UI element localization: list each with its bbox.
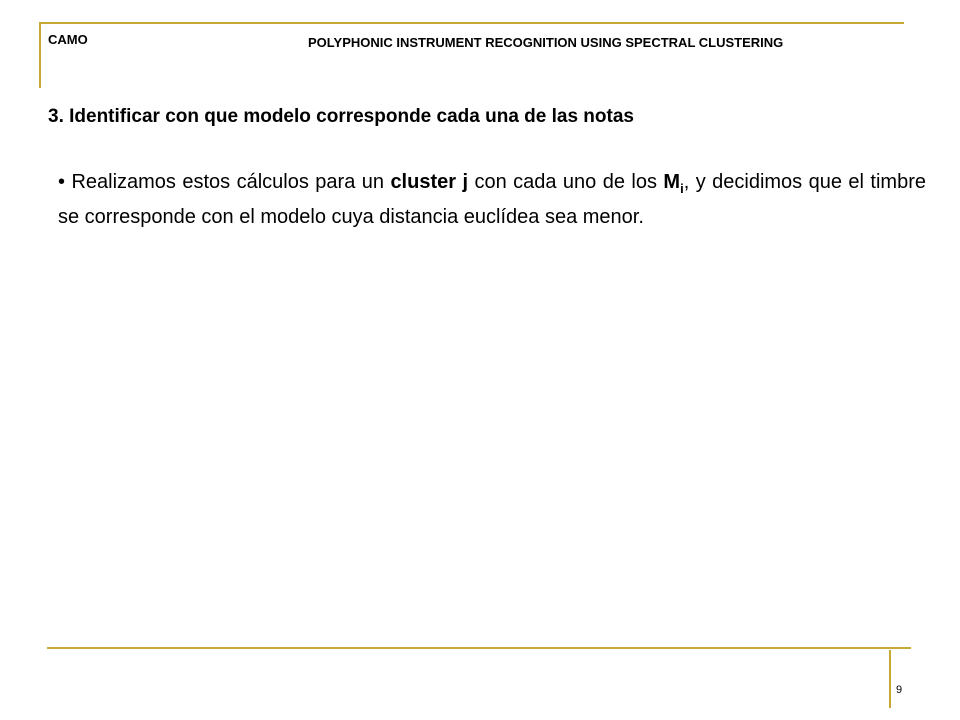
footer-rule-corner xyxy=(889,650,891,708)
bullet-text-3: , y decidimos que el timbre se corresponde con el modelo cuya distancia euclídea sea menor. xyxy=(58,171,926,228)
slide-heading: 3. Identificar con que modelo corresponde cada una de las notas xyxy=(48,106,634,127)
bullet-subscript: i xyxy=(680,181,684,196)
deck-title: POLYPHONIC INSTRUMENT RECOGNITION USING SPECTRAL CLUSTERING xyxy=(308,35,784,50)
bullet-paragraph xyxy=(58,168,926,232)
bullet-bold-cluster: cluster j xyxy=(390,171,469,193)
org-label: CAMO xyxy=(48,32,88,47)
footer-rule xyxy=(47,647,911,649)
bullet-marker: • xyxy=(58,171,66,193)
bullet-bold-model: M xyxy=(663,171,681,193)
page-number: 9 xyxy=(896,684,903,696)
header-rule-top xyxy=(40,22,904,24)
bullet-text-2: con cada uno de los xyxy=(468,171,664,193)
bullet-text-1: Realizamos estos cálculos para un xyxy=(65,171,391,193)
header-rule-left xyxy=(39,22,41,88)
